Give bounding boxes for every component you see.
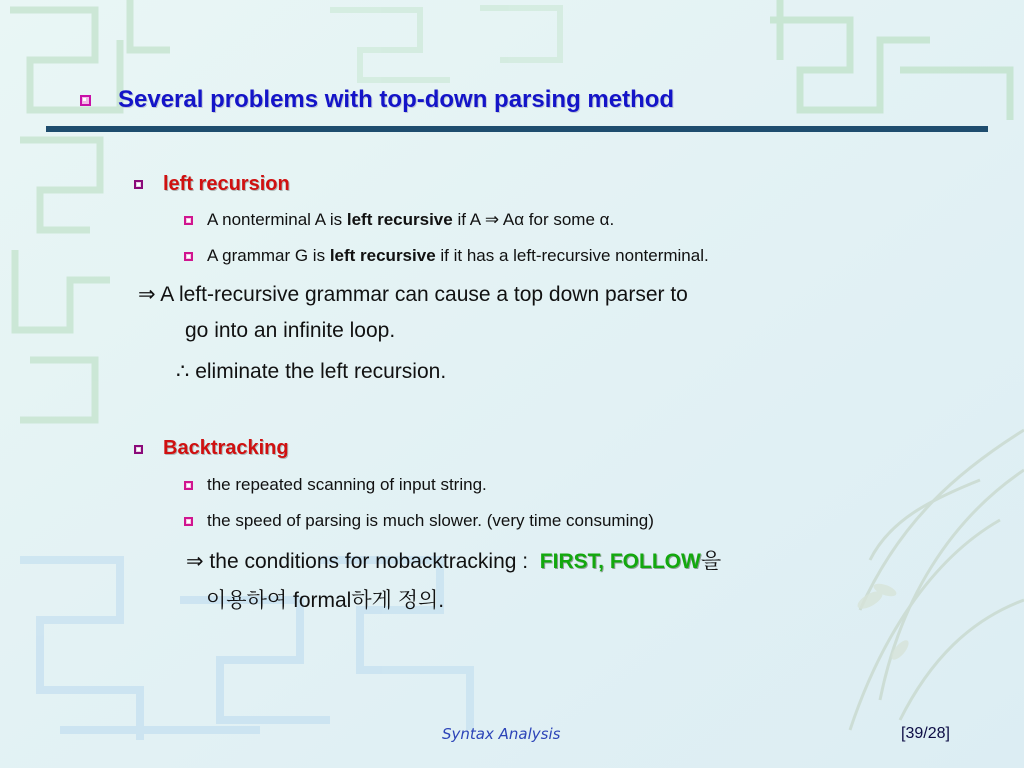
- keyword-follow: FOLLOW: [609, 550, 701, 573]
- section-bullet-icon: [134, 180, 143, 189]
- conditions-line-1: [186, 545, 721, 575]
- therefore-line: ∴ eliminate the left recursion.: [176, 360, 447, 383]
- implication-line-2: go into an infinite loop.: [185, 319, 396, 342]
- left-recursive-grammar-definition: [207, 246, 709, 266]
- sub-bullet-icon: [184, 517, 193, 526]
- comma-separator: ,: [598, 550, 604, 573]
- text-segment: if it has a left-recursive nonterminal.: [435, 246, 709, 265]
- implication-line-1: ⇒ A left-recursive grammar can cause a top down parser to: [138, 283, 688, 306]
- page-number: [39/28]: [901, 725, 950, 742]
- slide-title: Several problems with top-down parsing method: [118, 86, 675, 113]
- keyword-first: FIRST: [539, 550, 599, 573]
- sub-bullet-icon: [184, 216, 193, 225]
- text-segment: ⇒ the conditions for nobacktracking :: [186, 550, 529, 573]
- sub-bullet-icon: [184, 252, 193, 261]
- emphasis-term: left recursive: [346, 210, 453, 229]
- section-bullet-icon: [134, 445, 143, 454]
- section-heading-backtracking: Backtracking: [163, 437, 289, 459]
- sub-bullet-icon: [184, 481, 193, 490]
- backtracking-point-2: the speed of parsing is much slower. (very time consuming): [207, 511, 654, 530]
- text-segment: A nonterminal A is: [207, 210, 347, 229]
- backtracking-point-1: the repeated scanning of input string.: [207, 475, 487, 494]
- footer-topic: Syntax Analysis: [442, 725, 561, 743]
- section-heading-left-recursion: left recursion: [163, 173, 290, 195]
- conditions-line-2: 이용하여 formal하게 정의.: [206, 589, 445, 612]
- text-segment: A grammar G is: [207, 246, 330, 265]
- emphasis-term: left recursive: [329, 246, 436, 265]
- title-bullet-icon: [80, 95, 91, 106]
- title-divider: [46, 126, 988, 132]
- text-segment: 을: [700, 550, 722, 573]
- left-recursion-definition: [207, 210, 614, 230]
- text-segment: if A ⇒ Aα for some α.: [452, 210, 615, 229]
